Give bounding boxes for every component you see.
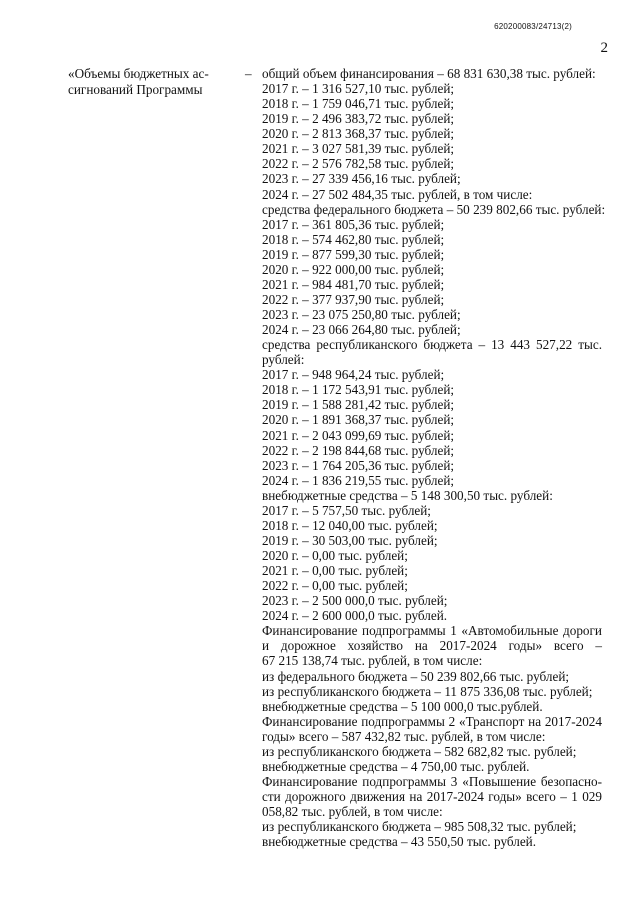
text-line: 2018 г. – 12 040,00 тыс. рублей; [262, 517, 438, 533]
text-line: внебюджетные средства – 4 750,00 тыс. рублей. [262, 758, 530, 774]
text-line: 2018 г. – 574 462,80 тыс. рублей; [262, 231, 445, 247]
row-dash: – [245, 66, 252, 81]
text-line: 2022 г. – 0,00 тыс. рублей; [262, 578, 408, 594]
text-line: 2024 г. – 2 600 000,0 тыс. рублей. [262, 608, 448, 624]
text-line: 2022 г. – 2 198 844,68 тыс. рублей; [262, 442, 455, 458]
text-line: общий объем финансирования – 68 831 630,38 тыс. рублей: [262, 66, 596, 81]
text-line: Финансирование подпрограммы 1 «Автомобильные дороги [262, 623, 602, 639]
text-line: 2019 г. – 877 599,30 тыс. рублей; [262, 246, 445, 262]
text-line: 2019 г. – 2 496 383,72 тыс. рублей; [262, 111, 455, 127]
text-line: годы» всего – 587 432,82 тыс. рублей, в том числе: [262, 728, 546, 744]
text-line: внебюджетные средства – 43 550,50 тыс. рублей. [262, 834, 537, 850]
text-line: 2023 г. – 27 339 456,16 тыс. рублей; [262, 171, 461, 187]
text-line: 2024 г. – 1 836 219,55 тыс. рублей; [262, 472, 455, 488]
text-line: 2021 г. – 2 043 099,69 тыс. рублей; [262, 427, 455, 443]
row-label: «Объемы бюджетных ассигнований Программы [68, 66, 209, 97]
text-line: из республиканского бюджета – 11 875 336,08 тыс. рублей; [262, 683, 593, 699]
text-line: 2024 г. – 23 066 264,80 тыс. рублей; [262, 322, 461, 338]
text-line: 2017 г. – 361 805,36 тыс. рублей; [262, 216, 445, 232]
text-line: 2021 г. – 984 481,70 тыс. рублей; [262, 276, 445, 292]
text-line: 2024 г. – 27 502 484,35 тыс. рублей, в том числе: [262, 186, 533, 202]
text-line: внебюджетные средства – 5 148 300,50 тыс. рублей: [262, 487, 553, 503]
text-line: 2020 г. – 922 000,00 тыс. рублей; [262, 261, 445, 277]
text-line: 67 215 138,74 тыс. рублей, в том числе: [262, 653, 483, 669]
text-line: средства республиканского бюджета – 13 443 527,22 тыс. [262, 337, 602, 353]
text-line: средства федерального бюджета – 50 239 802,66 тыс. рублей: [262, 201, 606, 217]
text-line: сти дорожного движения на 2017-2024 годы» всего – 1 029 [262, 789, 602, 804]
text-line: 2022 г. – 377 937,90 тыс. рублей; [262, 291, 445, 307]
text-line: Финансирование подпрограммы 3 «Повышение безопасно- [262, 773, 602, 789]
funding-text [262, 66, 606, 850]
text-line: 2017 г. – 948 964,24 тыс. рублей; [262, 367, 445, 383]
text-line: 2022 г. – 2 576 782,58 тыс. рублей; [262, 156, 455, 172]
text-line: 2021 г. – 3 027 581,39 тыс. рублей; [262, 141, 455, 157]
text-line: 2018 г. – 1 172 543,91 тыс. рублей; [262, 382, 455, 398]
text-line: 2017 г. – 5 757,50 тыс. рублей; [262, 502, 431, 518]
text-line: 2023 г. – 23 075 250,80 тыс. рублей; [262, 307, 461, 322]
text-line: 2019 г. – 1 588 281,42 тыс. рублей; [262, 397, 455, 413]
text-line: 2020 г. – 0,00 тыс. рублей; [262, 548, 408, 563]
text-line: 058,82 тыс. рублей, в том числе: [262, 804, 443, 820]
text-line: 2020 г. – 2 813 368,37 тыс. рублей; [262, 126, 455, 142]
text-line: из федерального бюджета – 50 239 802,66 тыс. рублей; [262, 668, 570, 684]
text-line: из республиканского бюджета – 985 508,32 тыс. рублей; [262, 819, 577, 835]
text-line: внебюджетные средства – 5 100 000,0 тыс.рублей. [262, 698, 543, 714]
text-line: Финансирование подпрограммы 2 «Транспорт на 2017-2024 [262, 713, 602, 729]
text-line: 2020 г. – 1 891 368,37 тыс. рублей; [262, 412, 455, 428]
text-line: 2019 г. – 30 503,00 тыс. рублей; [262, 532, 438, 548]
text-line: из республиканского бюджета – 582 682,82 тыс. рублей; [262, 743, 577, 759]
document-id: 620200083/24713(2) [494, 22, 572, 31]
text-line: 2017 г. – 1 316 527,10 тыс. рублей; [262, 81, 455, 97]
text-line: рублей: [262, 352, 305, 368]
text-line: 2018 г. – 1 759 046,71 тыс. рублей; [262, 96, 455, 112]
text-line: 2023 г. – 2 500 000,0 тыс. рублей; [262, 593, 448, 609]
text-line: 2021 г. – 0,00 тыс. рублей; [262, 563, 408, 579]
text-line: и дорожное хозяйство на 2017-2024 годы» всего – [262, 638, 602, 654]
page-number: 2 [600, 40, 608, 56]
text-line: 2023 г. – 1 764 205,36 тыс. рублей; [262, 457, 455, 473]
